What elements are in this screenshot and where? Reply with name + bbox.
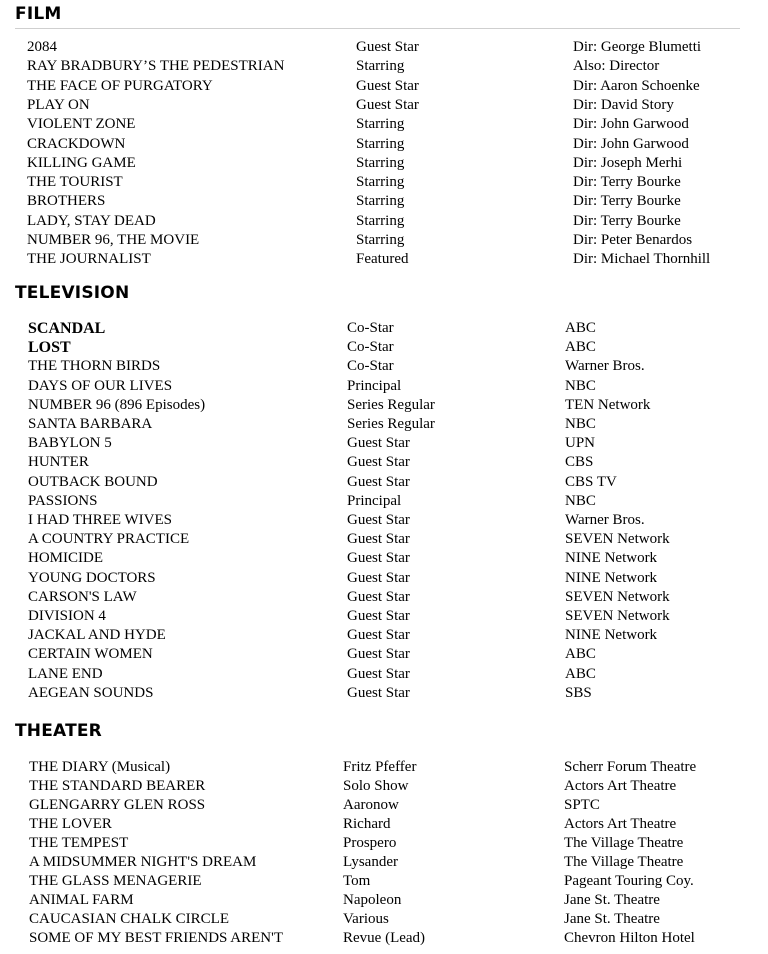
credit-details: NINE Network [565, 550, 658, 567]
credit-role: Series Regular [347, 396, 435, 413]
credit-role: Guest Star [347, 684, 410, 701]
film-credit-row [0, 231, 768, 250]
television-credit-row [0, 530, 768, 549]
television-credit-row [0, 684, 768, 703]
credit-details: Jane St. Theatre [564, 911, 660, 927]
credit-title: BABYLON 5 [28, 435, 112, 452]
credit-title: CERTAIN WOMEN [28, 646, 153, 663]
credit-title: A MIDSUMMER NIGHT'S DREAM [29, 854, 257, 870]
credit-title: CRACKDOWN [27, 135, 126, 152]
film-credit-row [0, 154, 768, 173]
credit-title: KILLING GAME [27, 154, 136, 171]
theater-credit-row [0, 853, 768, 872]
credit-details: SBS [565, 684, 592, 701]
television-credit-row [0, 453, 768, 472]
credit-title: THE LOVER [29, 816, 112, 832]
television-credit-row [0, 415, 768, 434]
credit-title: LOST [28, 339, 71, 357]
credit-title: A COUNTRY PRACTICE [28, 531, 190, 548]
television-credit-row [0, 434, 768, 453]
credit-role: Guest Star [356, 77, 419, 94]
credit-details: Dir: Terry Bourke [573, 212, 681, 229]
credit-title: OUTBACK BOUND [28, 473, 158, 490]
credit-role: Richard [343, 816, 391, 832]
credit-title: CAUCASIAN CHALK CIRCLE [29, 911, 230, 927]
credit-details: Dir: Terry Bourke [573, 193, 681, 210]
credit-details: TEN Network [565, 396, 651, 413]
credit-role: Guest Star [347, 646, 410, 663]
credit-details: NBC [565, 416, 596, 432]
credit-details: Scherr Forum Theatre [564, 759, 697, 775]
credit-role: Co-Star [347, 320, 394, 336]
credit-title: LADY, STAY DEAD [27, 212, 156, 229]
credit-title: SOME OF MY BEST FRIENDS AREN'T [29, 930, 283, 946]
credit-role: Principal [347, 492, 402, 509]
credit-title: YOUNG DOCTORS [28, 569, 156, 586]
television-section-title: TELEVISION [15, 283, 130, 303]
credit-role: Guest Star [347, 569, 410, 586]
credit-role: Various [343, 911, 389, 927]
credit-details: Dir: Joseph Merhi [573, 154, 683, 171]
television-credit-row [0, 319, 768, 338]
credit-title: LANE END [28, 665, 103, 682]
credit-role: Guest Star [347, 608, 410, 624]
credit-role: Series Regular [347, 416, 435, 432]
credit-role: Lysander [343, 854, 398, 870]
credit-role: Guest Star [347, 531, 410, 548]
credit-title: HUNTER [28, 454, 89, 471]
credit-title: ANIMAL FARM [29, 892, 134, 908]
theater-credit-row [0, 929, 768, 948]
film-credit-row [0, 173, 768, 192]
credit-role: Prospero [343, 835, 397, 851]
credit-role: Guest Star [356, 96, 419, 113]
credit-role: Solo Show [343, 778, 409, 794]
credit-details: Chevron Hilton Hotel [564, 930, 695, 946]
credit-details: NINE Network [565, 627, 658, 644]
credit-details: Jane St. Theatre [564, 892, 660, 908]
credit-title: THE TEMPEST [29, 835, 129, 851]
credit-details: Dir: Michael Thornhill [573, 251, 711, 268]
credit-role: Starring [356, 116, 405, 133]
television-credit-row [0, 511, 768, 530]
television-credit-row [0, 665, 768, 684]
theater-credit-row [0, 758, 768, 777]
credit-title: 2084 [27, 39, 57, 55]
television-credit-row [0, 492, 768, 511]
credit-details: The Village Theatre [564, 854, 684, 870]
television-credit-row [0, 645, 768, 664]
credit-role: Guest Star [347, 627, 410, 644]
credit-title: PLAY ON [27, 96, 90, 113]
film-credit-row [0, 135, 768, 154]
credit-details: SEVEN Network [565, 531, 670, 548]
credit-details: SPTC [564, 797, 600, 813]
television-credit-row [0, 588, 768, 607]
credit-role: Fritz Pfeffer [343, 759, 417, 775]
credit-title: THE STANDARD BEARER [29, 778, 206, 794]
credit-role: Tom [343, 873, 371, 889]
credit-title: PASSIONS [28, 492, 98, 509]
credit-details: ABC [565, 339, 596, 356]
television-credit-row [0, 549, 768, 568]
credit-role: Starring [356, 232, 405, 248]
television-credit-row [0, 357, 768, 376]
credit-role: Starring [356, 58, 405, 75]
credit-role: Guest Star [347, 435, 410, 452]
film-credit-row [0, 77, 768, 96]
credit-title: CARSON'S LAW [28, 588, 137, 605]
television-credit-row [0, 396, 768, 415]
credit-details: SEVEN Network [565, 608, 670, 624]
credit-role: Featured [356, 251, 409, 268]
film-credit-row [0, 250, 768, 269]
credit-title: HOMICIDE [28, 550, 103, 567]
television-credit-row [0, 473, 768, 492]
credit-role: Starring [356, 193, 405, 210]
credit-details: Warner Bros. [565, 358, 645, 375]
theater-credit-row [0, 834, 768, 853]
television-credit-row [0, 338, 768, 357]
credit-details: SEVEN Network [565, 588, 670, 605]
credit-title: SCANDAL [28, 320, 106, 337]
theater-credit-row [0, 891, 768, 910]
credit-details: The Village Theatre [564, 835, 684, 851]
theater-credit-row [0, 815, 768, 834]
credit-role: Starring [356, 174, 405, 191]
credit-role: Guest Star [347, 454, 410, 471]
theater-section-title: THEATER [15, 721, 102, 741]
television-credit-row [0, 607, 768, 626]
film-credit-row [0, 96, 768, 115]
credit-details: Actors Art Theatre [564, 778, 677, 794]
television-credit-row [0, 377, 768, 396]
credit-title: THE THORN BIRDS [28, 358, 161, 375]
credit-details: Actors Art Theatre [564, 816, 677, 832]
credit-details: Dir: Terry Bourke [573, 174, 681, 191]
credit-title: THE GLASS MENAGERIE [29, 873, 202, 889]
film-credit-row [0, 115, 768, 134]
credit-details: ABC [565, 665, 596, 682]
credit-title: THE FACE OF PURGATORY [27, 77, 213, 94]
credit-details: UPN [565, 435, 596, 452]
credit-role: Guest Star [347, 550, 410, 567]
credit-details: ABC [565, 320, 596, 336]
credit-role: Guest Star [347, 588, 410, 605]
credit-title: AEGEAN SOUNDS [28, 684, 154, 701]
credit-title: DAYS OF OUR LIVES [28, 377, 173, 394]
credit-title: RAY BRADBURY’S THE PEDESTRIAN [27, 58, 285, 75]
credit-title: THE TOURIST [27, 174, 123, 191]
film-divider [15, 28, 740, 29]
credit-details: NBC [565, 492, 596, 509]
credit-role: Guest Star [356, 39, 419, 55]
credit-details: Also: Director [573, 58, 660, 75]
credit-title: JACKAL AND HYDE [28, 627, 166, 644]
credit-title: NUMBER 96, THE MOVIE [27, 232, 200, 248]
credit-role: Starring [356, 154, 405, 171]
credit-details: Dir: Peter Benardos [573, 232, 693, 248]
television-credit-row [0, 626, 768, 645]
credit-details: NINE Network [565, 569, 658, 586]
credit-details: Pageant Touring Coy. [564, 873, 694, 889]
credit-title: GLENGARRY GLEN ROSS [29, 797, 206, 813]
film-credit-row [0, 212, 768, 231]
credit-role: Guest Star [347, 473, 410, 490]
film-credit-row [0, 57, 768, 76]
credit-details: CBS TV [565, 473, 617, 490]
credit-role: Guest Star [347, 665, 410, 682]
theater-credit-row [0, 777, 768, 796]
television-credit-row [0, 569, 768, 588]
credit-title: VIOLENT ZONE [27, 116, 136, 133]
credit-role: Aaronow [343, 797, 399, 813]
credit-title: I HAD THREE WIVES [28, 512, 173, 528]
credit-details: Dir: John Garwood [573, 135, 689, 152]
credit-role: Co-Star [347, 339, 394, 356]
credit-role: Revue (Lead) [343, 930, 426, 946]
credit-details: Dir: David Story [573, 96, 674, 113]
credit-title: DIVISION 4 [28, 608, 106, 624]
theater-credit-row [0, 796, 768, 815]
credit-details: CBS [565, 454, 594, 471]
credit-title: THE DIARY (Musical) [29, 759, 171, 775]
theater-credit-row [0, 910, 768, 929]
credit-role: Guest Star [347, 512, 410, 528]
credit-role: Napoleon [343, 892, 402, 908]
credit-title: BROTHERS [27, 193, 106, 210]
credit-details: Warner Bros. [565, 512, 645, 528]
film-credit-row [0, 192, 768, 211]
film-credit-row [0, 38, 768, 57]
credit-role: Principal [347, 377, 402, 394]
credit-details: Dir: Aaron Schoenke [573, 77, 700, 94]
credit-details: NBC [565, 377, 596, 394]
credit-title: SANTA BARBARA [28, 416, 153, 432]
film-section-title: FILM [15, 4, 62, 24]
credit-role: Starring [356, 135, 405, 152]
credit-role: Starring [356, 212, 405, 229]
theater-credit-row [0, 872, 768, 891]
credit-details: Dir: John Garwood [573, 116, 689, 133]
credit-details: ABC [565, 646, 596, 663]
credit-title: NUMBER 96 (896 Episodes) [28, 396, 206, 413]
credit-title: THE JOURNALIST [27, 251, 151, 268]
credit-role: Co-Star [347, 358, 394, 375]
credit-details: Dir: George Blumetti [573, 39, 702, 55]
